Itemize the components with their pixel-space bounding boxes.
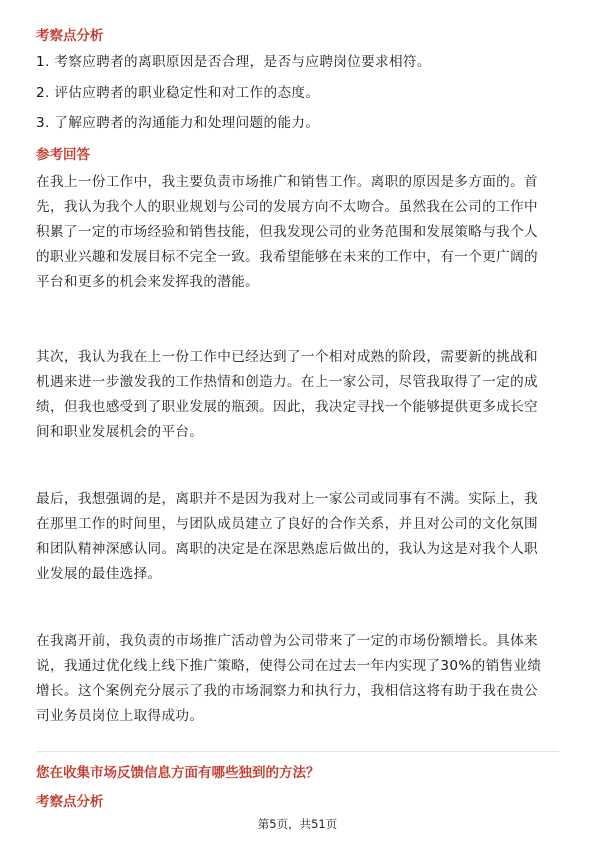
answer-line: 平台和更多的机会来发挥我的潜能。 bbox=[36, 274, 260, 290]
answer-line: 业发展的最佳选择。 bbox=[36, 566, 162, 582]
answer-line: 的职业兴趣和发展目标不完全一致。我希望能够在未来的工作中，有一个更广阔的 bbox=[36, 249, 538, 265]
answer-line: 增长。这个案例充分展示了我的市场洞察力和执行力，我相信这将有助于我在贵公 bbox=[36, 683, 538, 699]
answer-line: 最后，我想强调的是，离职并不是因为我对上一家公司或同事有不满。实际上，我 bbox=[36, 491, 538, 507]
answer-line: 在我上一份工作中，我主要负责市场推广和销售工作。离职的原因是多方面的。首 bbox=[36, 174, 538, 190]
question-heading: 您在收集市场反馈信息方面有哪些独到的方法？ bbox=[36, 765, 320, 781]
answer-line: 绩，但我也感受到了职业发展的瓶颈。因此，我决定寻找一个能够提供更多成长空 bbox=[36, 399, 538, 415]
section-heading-answer: 参考回答 bbox=[36, 147, 90, 163]
section-heading-analysis-next: 考察点分析 bbox=[36, 794, 104, 810]
answer-line: 和团队精神深感认同。离职的决定是在深思熟虑后做出的，我认为这是对我个人职 bbox=[36, 541, 538, 557]
section-heading-analysis: 考察点分析 bbox=[36, 28, 104, 44]
analysis-item: 2. 评估应聘者的职业稳定性和对工作的态度。 bbox=[36, 85, 320, 101]
answer-line: 其次，我认为我在上一份工作中已经达到了一个相对成熟的阶段，需要新的挑战和 bbox=[36, 349, 538, 365]
answer-line: 积累了一定的市场经验和销售技能，但我发现公司的业务范围和发展策略与我个人 bbox=[36, 224, 538, 240]
answer-line: 在我离开前，我负责的市场推广活动曾为公司带来了一定的市场份额增长。具体来 bbox=[36, 633, 538, 649]
answer-line: 先，我认为我个人的职业规划与公司的发展方向不太吻合。虽然我在公司的工作中 bbox=[36, 199, 538, 215]
answer-line: 间和职业发展机会的平台。 bbox=[36, 424, 204, 440]
answer-line: 在那里工作的时间里，与团队成员建立了良好的合作关系，并且对公司的文化氛围 bbox=[36, 516, 538, 532]
analysis-item: 1. 考察应聘者的离职原因是否合理，是否与应聘岗位要求相符。 bbox=[36, 54, 431, 70]
analysis-item: 3. 了解应聘者的沟通能力和处理问题的能力。 bbox=[36, 115, 320, 131]
answer-line: 说，我通过优化线上线下推广策略，使得公司在过去一年内实现了30%的销售业绩 bbox=[36, 658, 542, 674]
answer-line: 司业务员岗位上取得成功。 bbox=[36, 708, 204, 724]
section-divider bbox=[36, 751, 559, 752]
page-number: 第5页，共51页 bbox=[257, 817, 338, 831]
answer-line: 机遇来进一步激发我的工作热情和创造力。在上一家公司，尽管我取得了一定的成 bbox=[36, 374, 538, 390]
